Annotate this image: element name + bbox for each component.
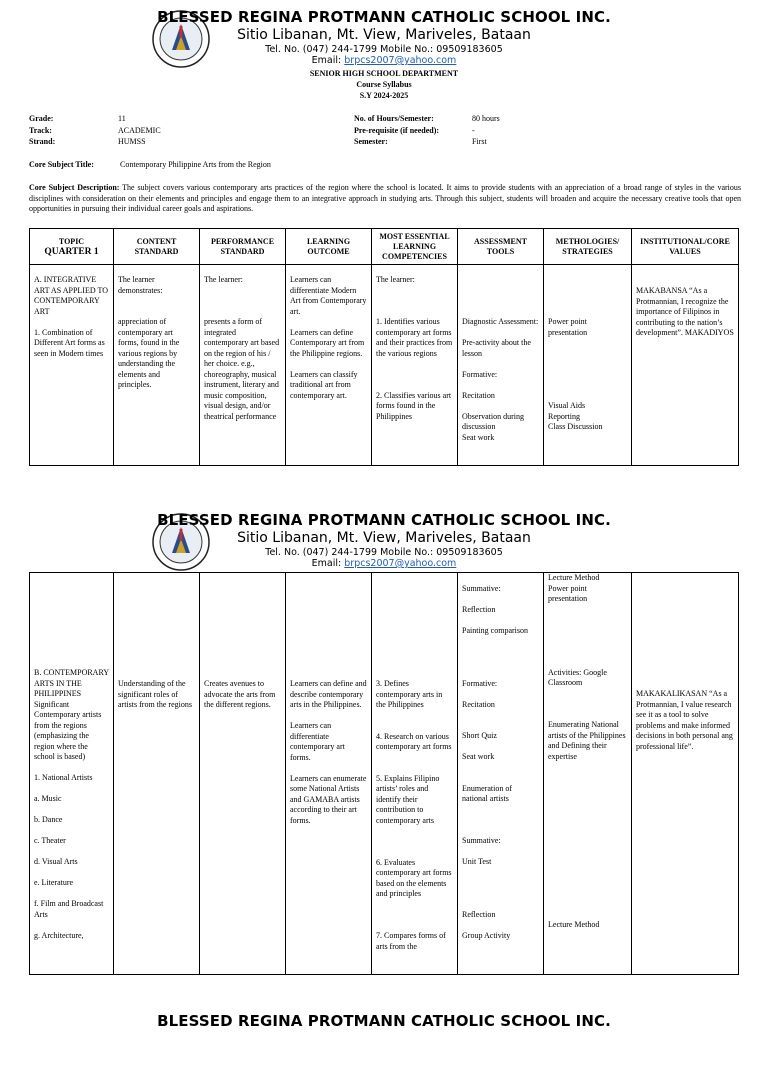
school-name: BLESSED REGINA PROTMANN CATHOLIC SCHOOL INC. — [157, 511, 611, 529]
col-performance-standard: PERFORMANCE STANDARD — [200, 229, 286, 265]
school-email-line — [0, 55, 768, 66]
topic-literature: e. Literature — [34, 878, 74, 887]
doc-type: Course Syllabus — [356, 80, 412, 89]
assess-group-activity: Group Activity — [462, 930, 511, 940]
topic-architecture: g. Architecture, — [34, 930, 84, 940]
hours-label: No. of Hours/Semester: — [354, 114, 434, 123]
content-cell — [114, 265, 200, 466]
methods-cell — [544, 265, 632, 466]
strand-value: HUMSS — [118, 137, 146, 146]
subject-title: Contemporary Philippine Arts from the Region — [120, 160, 271, 169]
values-cell — [632, 265, 739, 466]
col-topic — [30, 229, 114, 265]
col-values: INSTITUTIONAL/CORE VALUES — [632, 229, 739, 265]
topic-cell — [30, 265, 114, 466]
melc-cell — [372, 265, 458, 466]
melc-4: 4. Research on various contemporary art forms — [376, 731, 452, 751]
grade-label: Grade: — [29, 114, 54, 123]
subject-title-label: Core Subject Title: — [29, 160, 94, 169]
content-text: Understanding of the significant roles of artists from the regions — [118, 679, 192, 709]
subject-description — [29, 183, 741, 215]
perf-text: Creates avenues to advocate the arts from the different regions. — [204, 679, 276, 709]
method-google-classroom: Activities: Google Classroom — [548, 667, 607, 687]
melc-cell — [372, 573, 458, 975]
hours-value: 80 hours — [472, 114, 500, 123]
assess-seatwork: Seat work — [462, 432, 495, 442]
school-year: S.Y 2024-2025 — [359, 91, 409, 100]
email-link[interactable]: brpcs2007@yahoo.com — [344, 55, 457, 66]
email-label: Email: — [311, 558, 342, 569]
melc-7: 7. Compares forms of arts from the — [376, 931, 446, 951]
col-melc: MOST ESSENTIAL LEARNING COMPETENCIES — [372, 229, 458, 265]
melc-6: 6. Evaluates contemporary art forms based on the elements and principles — [376, 857, 452, 898]
col-content-standard: CONTENT STANDARD — [114, 229, 200, 265]
outcome-1: Learners can define and describe contemporary arts in the Philippines. — [290, 679, 367, 709]
school-address: Sitio Libanan, Mt. View, Mariveles, Bataan — [237, 27, 531, 43]
method-discussion: Class Discussion — [548, 422, 603, 431]
table-row — [30, 265, 739, 466]
melc-5: 5. Explains Filipino artists’ roles and identify their contribution to contemporary arts — [376, 773, 440, 825]
outcome-3: Learners can classify traditional art from contemporary art. — [290, 369, 358, 400]
page1-header — [0, 8, 768, 74]
assess-formative: Formative: — [462, 678, 498, 688]
topic-b: B. CONTEMPORARY ARTS IN THE PHILIPPINES Significant Contemporary artists from the regions (emphasizing the region where the school is based) — [34, 668, 109, 761]
values-cell — [632, 573, 739, 975]
melc-2: 2. Classifies various art forms found in the Philippines — [376, 390, 452, 421]
topic-header: TOPIC — [58, 236, 85, 246]
school-tel: Tel. No. (047) 244-1799 Mobile No.: 09509183605 — [265, 44, 503, 55]
assess-short-quiz: Short Quiz — [462, 731, 497, 740]
assess-recitation: Recitation — [462, 390, 495, 400]
strand-label: Strand: — [29, 137, 56, 146]
method-ppt: Power point presentation — [548, 583, 588, 603]
table-header-row — [30, 229, 739, 265]
outcome-2: Learners can differentiate contemporary art forms. — [290, 721, 345, 762]
table-row — [30, 573, 739, 975]
outcome-cell — [286, 265, 372, 466]
melc-3: 3. Defines contemporary arts in the Philippines — [376, 679, 443, 709]
melc-intro: The learner: — [376, 275, 415, 284]
method-enumerating: Enumerating National artists of the Philippines and Defining their expertise — [548, 720, 626, 761]
outcome-cell — [286, 573, 372, 975]
melc-1: 1. Identifies various contemporary art forms and their practices from the various regions — [376, 317, 453, 358]
assess-reflection-2: Reflection — [462, 909, 496, 919]
topic-a: A. INTEGRATIVE ART AS APPLIED TO CONTEMPORARY ART — [34, 275, 108, 316]
col-assessment: ASSESSMENT TOOLS — [458, 229, 544, 265]
school-address: Sitio Libanan, Mt. View, Mariveles, Bataan — [237, 530, 531, 546]
assessment-cell — [458, 573, 544, 975]
method-lecture-2: Lecture Method — [548, 919, 600, 929]
content-cell — [114, 573, 200, 975]
method-reporting: Reporting — [548, 411, 580, 421]
syllabus-table-page2 — [29, 572, 739, 975]
perf-intro: The learner: — [204, 275, 243, 284]
subject-desc-label: Core Subject Description: — [29, 183, 120, 192]
page3-header — [0, 1012, 768, 1078]
assess-preactivity: Pre-activity about the lesson — [462, 338, 531, 358]
school-name: BLESSED REGINA PROTMANN CATHOLIC SCHOOL INC. — [157, 8, 611, 26]
email-label: Email: — [311, 55, 342, 66]
values-text: MAKAKALIKASAN “As a Protmannian, I value research see it as a tool to solve problems and make informed decisions in both personal ang professional life”. — [636, 689, 733, 751]
topic-dance: b. Dance — [34, 815, 63, 824]
assess-summative: Summative: — [462, 584, 501, 593]
topic-cell — [30, 573, 114, 975]
topic-a1: 1. Combination of Different Art forms as seen in Modern times — [34, 327, 105, 358]
assessment-cell — [458, 265, 544, 466]
outcome-3: Learners can enumerate some National Artists and GAMABA artists according to their art forms. — [290, 773, 367, 825]
assess-painting: Painting comparison — [462, 626, 528, 635]
topic-visual-arts: d. Visual Arts — [34, 857, 78, 866]
subject-desc-text: The subject covers various contemporary arts practices of the region where the school is located. It aims to provide students with an appreciation of a broad range of styles in the various disciplines with consideration on their elements and principles and engage them to an integrative approach in studying arts. Through this subject, students will broaden and acquire the necessary creative tools that open opportunities in pursuing their individual career goals and aspirations. — [29, 183, 741, 213]
assess-unit-test: Unit Test — [462, 857, 492, 866]
method-ppt: Power point presentation — [548, 317, 588, 337]
track-label: Track: — [29, 126, 52, 135]
school-tel: Tel. No. (047) 244-1799 Mobile No.: 09509183605 — [265, 547, 503, 558]
grade-value: 11 — [118, 114, 126, 123]
assess-recitation: Recitation — [462, 699, 495, 709]
track-value: ACADEMIC — [118, 126, 161, 135]
content-text: appreciation of contemporary art forms, found in the various regions by understanding the elements and principles. — [118, 317, 180, 389]
assess-observation: Observation during discussion — [462, 411, 524, 431]
assess-summative-2: Summative: — [462, 836, 501, 845]
outcome-2: Learners can define Contemporary art from the Philippine regions. — [290, 327, 365, 358]
department: SENIOR HIGH SCHOOL DEPARTMENT — [309, 69, 459, 78]
page2-header — [0, 511, 768, 577]
perf-text: presents a form of integrated contemporary art based on the region of his / her choice. e.g., choreography, musical instrument, literary and music composition, visual design, and/or theatrical performance — [204, 317, 280, 421]
values-text: MAKABANSA “As a Protmannian, I recognize the importance of Filipinos in contributing to the nation’s development”. MAKADIYOS — [636, 286, 734, 337]
quarter-header: QUARTER 1 — [44, 246, 99, 257]
col-methods: METHOLOGIES/ STRATEGIES — [544, 229, 632, 265]
methods-cell — [544, 573, 632, 975]
performance-cell — [200, 573, 286, 975]
col-learning-outcome: LEARNING OUTCOME — [286, 229, 372, 265]
method-lecture: Lecture Method — [548, 573, 600, 582]
assess-seatwork: Seat work — [462, 752, 495, 761]
outcome-1: Learners can differentiate Modern Art from Contemporary art. — [290, 275, 367, 316]
assess-formative: Formative: — [462, 369, 498, 379]
school-email-line — [0, 558, 768, 569]
content-intro: The learner demonstrates: — [118, 275, 163, 295]
semester-label: Semester: — [354, 137, 388, 146]
syllabus-table-page1 — [29, 228, 739, 466]
email-link[interactable]: brpcs2007@yahoo.com — [344, 558, 457, 569]
topic-music: a. Music — [34, 794, 62, 803]
performance-cell — [200, 265, 286, 466]
prereq-value: - — [472, 126, 475, 135]
school-name: BLESSED REGINA PROTMANN CATHOLIC SCHOOL INC. — [157, 1012, 611, 1030]
assess-enumeration: Enumeration of national artists — [462, 783, 512, 803]
topic-national-artists: 1. National Artists — [34, 773, 93, 782]
semester-value: First — [472, 137, 487, 146]
topic-film: f. Film and Broadcast Arts — [34, 899, 104, 919]
topic-theater: c. Theater — [34, 836, 66, 845]
assess-diagnostic: Diagnostic Assessment: — [462, 317, 539, 326]
prereq-label: Pre-requisite (if needed): — [354, 126, 440, 135]
method-visual-aids: Visual Aids — [548, 401, 586, 410]
assess-reflection: Reflection — [462, 605, 496, 614]
